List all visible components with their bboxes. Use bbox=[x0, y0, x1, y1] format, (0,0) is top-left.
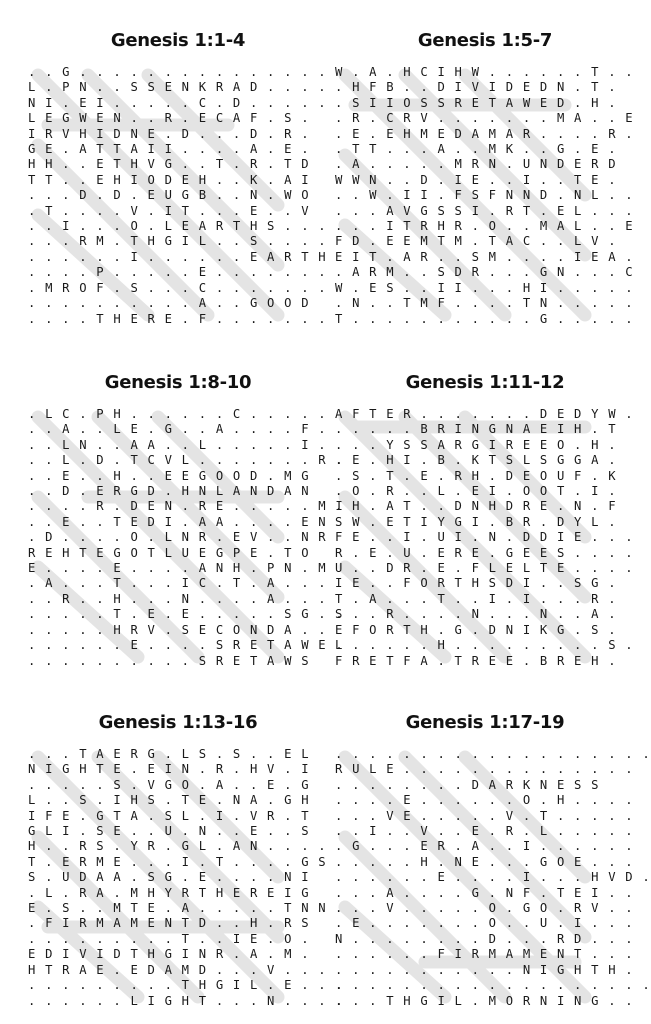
puzzle-title: Genesis 1:5-7 bbox=[417, 30, 553, 51]
grid-row: L . . S . I H S . T E . N A . G H bbox=[28, 793, 310, 808]
grid-row: . . . . . . . . . . . N I G H T H . bbox=[335, 962, 634, 977]
grid-row: . . R . . H . . . N . . . . A . . . bbox=[28, 591, 327, 606]
grid-row: T T . . E H I O D E H . . K . A I bbox=[28, 172, 310, 187]
grid-row: . . . . . . . . . . . . . . . . . . . bbox=[335, 747, 651, 761]
grid-row: . T T . . . A . . M K . . G . E . bbox=[335, 142, 617, 157]
grid-row: . . . . R . D E N . R E . . . . . M I bbox=[28, 499, 344, 514]
grid-row: . . W . I I . F S F N N D . N L . . bbox=[335, 188, 634, 203]
grid-rows bbox=[28, 65, 328, 327]
grid-row: U . . D R . E . F L E L T E . . . . bbox=[335, 561, 634, 576]
grid-rows bbox=[335, 65, 635, 327]
grid-row: . . . A V G S S I . R T . E L . . . bbox=[335, 203, 634, 218]
grid-row: R E H T E G O T L U E G P E . T O bbox=[28, 545, 310, 560]
grid-row: W . A . H C I H W . . . . . . T . . bbox=[335, 65, 634, 79]
grid-row: R . E . U . E R E . G E E S . . . . bbox=[335, 545, 634, 560]
grid-row: . A . . . T . . . I C . T . A . . . bbox=[28, 576, 327, 591]
letter-grid bbox=[335, 747, 651, 1009]
grid-row: A F T E R . . . . . . . D E D Y W . bbox=[335, 407, 634, 421]
grid-row: H T R A E . E D A M D . . . V . . . bbox=[28, 962, 327, 977]
letter-grid bbox=[28, 407, 344, 669]
grid-row: . . . . . . . . . . . . . . . . . . . bbox=[335, 978, 651, 993]
grid-row: L . . . . . H . . . . . . . . . S . bbox=[335, 638, 634, 653]
grid-row: . . . . . H R V . S E C O N D A . . bbox=[28, 622, 327, 637]
grid-row: L E G W E N . . R . E C A F . S . bbox=[28, 111, 310, 126]
grid-rows bbox=[28, 407, 344, 669]
grid-row: T . A . . . T . . I . I . . . R . bbox=[335, 591, 617, 606]
grid-row: I F E . G T A . S L . I . V R . T bbox=[28, 808, 310, 823]
grid-rows bbox=[335, 747, 651, 1009]
grid-row: R U L E . . . . . . . . . . . . . . bbox=[335, 762, 634, 777]
puzzle-title: Genesis 1:11-12 bbox=[405, 372, 565, 393]
grid-row: . . . . . . L I G H T . . . N . . . . bbox=[28, 993, 344, 1008]
grid-row: . . L . D . T C V L . . . . . . . R . bbox=[28, 453, 344, 468]
letter-grid bbox=[335, 65, 635, 327]
grid-row: . . . V . . . . . O . G O . R V . . bbox=[335, 901, 634, 916]
grid-row: . E . H I . B . K T S L S G G A . bbox=[335, 453, 617, 468]
grid-row: . . . . . T . E . E . . . . . S G . . bbox=[28, 607, 344, 622]
grid-row: . . . D . D . E U G B . . N . W O bbox=[28, 188, 310, 203]
grid-row: T . . . . . . . . . . . G . . . . . bbox=[335, 311, 634, 326]
grid-row: I R V H I D N E . D . . . D . R . bbox=[28, 126, 310, 141]
letter-grid bbox=[335, 407, 635, 669]
puzzle-genesis-1-17-19 bbox=[335, 712, 651, 1009]
grid-row: . A . . . . . M R N . U N D E R D bbox=[335, 157, 617, 172]
grid-row: S W . E T I Y G I . B R . D Y L . bbox=[335, 514, 617, 529]
grid-row: . . . . . . . . . . S R E T A W S bbox=[28, 653, 310, 668]
grid-row: S . U D A A . S G . E . . . . N I bbox=[28, 870, 310, 885]
grid-row: . . . V E . . . . . V . T . . . . . bbox=[335, 808, 634, 823]
puzzle-genesis-1-5-7 bbox=[335, 30, 635, 327]
puzzle-genesis-1-13-16 bbox=[28, 712, 344, 1009]
grid-row: W W N . . D . I E . . I . . T E . bbox=[335, 172, 617, 187]
grid-row: . L C . P H . . . . . . C . . . . . bbox=[28, 407, 327, 421]
grid-row: G L I . S E . . U . N . . E . . S bbox=[28, 824, 310, 839]
grid-row: I E . . F O R T H S D I . . S G . bbox=[335, 576, 617, 591]
grid-row: E . S . . M T E . A . . . . . T N N bbox=[28, 901, 327, 916]
grid-row: F E . . I . U I . N . D D I E . . . bbox=[335, 530, 634, 545]
grid-row: . . . . . . I . . . . . . E A R T H bbox=[28, 249, 327, 264]
grid-row: . S I I O S S R E T A W E D . H . bbox=[335, 95, 617, 110]
grid-row: N I . E I . . . . . C . D . . . . . bbox=[28, 95, 327, 110]
grid-row: . . . . E . . . . . . O . H . . . . bbox=[335, 793, 634, 808]
grid-row: . . L N . . A A . . L . . . . . I . bbox=[28, 437, 327, 452]
grid-row: . . . . . B R I N G N A E I H . T bbox=[335, 422, 617, 437]
grid-row: . . . I T R H R . O . . M A L . . E bbox=[335, 219, 634, 234]
grid-row: . D . . . . O . L N R . E V . . N R bbox=[28, 530, 327, 545]
grid-row: E I T . A R . . S M . . . . I E A . bbox=[335, 249, 634, 264]
grid-row: . . . T H G I L . M O R N I N G . . bbox=[335, 993, 634, 1008]
grid-row: . H F B . . D I V I D E D N . T . bbox=[335, 80, 617, 95]
grid-row: . . . T A E R G . L S . S . . E L bbox=[28, 747, 310, 761]
grid-row: . . . . . . . . D A R K N E S S bbox=[335, 777, 600, 792]
grid-row: T . E R M E . . . I . T . . . . G S bbox=[28, 854, 327, 869]
grid-row: . . . A . . . . G . N F . T E I . . bbox=[335, 885, 634, 900]
grid-row: . . . Y S S A R G I R E E O . H . bbox=[335, 437, 617, 452]
grid-row: H H . . E T H V G . . T . R . T D bbox=[28, 157, 310, 172]
grid-row: . H . A T . . D N H D R E . N . F bbox=[335, 499, 617, 514]
grid-row: . . . . . . . . . T . . I E . O . bbox=[28, 931, 310, 946]
grid-row: . . I . . V . . E . R . L . . . . . bbox=[335, 824, 634, 839]
puzzle-title: Genesis 1:1-4 bbox=[110, 30, 246, 51]
letter-grid bbox=[28, 747, 344, 1009]
grid-row: F R E T F A . T R E E . B R E H . bbox=[335, 653, 617, 668]
grid-row: . M R O F . S . . . C . . . . . . . bbox=[28, 280, 327, 295]
grid-row: L . P N . . S S E N K R A D . . . . bbox=[28, 80, 327, 95]
puzzle-genesis-1-8-10 bbox=[28, 372, 344, 669]
grid-row: W . E S . . I I . . . H I . . . . . bbox=[335, 280, 634, 295]
grid-row: . A R M . . S D R . . . G N . . . C bbox=[335, 265, 634, 280]
grid-row: N I G H T E . E I N . R . H V . I bbox=[28, 762, 310, 777]
puzzle-title: Genesis 1:13-16 bbox=[98, 712, 258, 733]
grid-row: . R . C R V . . . . . . . M A . . E bbox=[335, 111, 634, 126]
grid-row: . F I R M A M E N T D . . H . R S bbox=[28, 916, 310, 931]
letter-grid bbox=[28, 65, 328, 327]
grid-row: E F O R T H . G . D N I K G . S . bbox=[335, 622, 617, 637]
grid-row: G E . A T T A I I . . . . A . E . bbox=[28, 142, 310, 157]
grid-row: . . . . . H . N E . . . G O E . . . bbox=[335, 854, 634, 869]
grid-row: . . . R M . T H G I L . . S . . . . bbox=[28, 234, 327, 249]
puzzle-genesis-1-1-4 bbox=[28, 30, 328, 327]
grid-row: . . . . . . E . . . . I . . . H V D . bbox=[335, 870, 651, 885]
grid-row: . . . . . . F I R M A M E N T . . . bbox=[335, 947, 634, 962]
grid-row: . . . . P . . . . . E . . . . . . . bbox=[28, 265, 327, 280]
grid-row: . T . . . . V . I T . . . E . . V bbox=[28, 203, 310, 218]
grid-row: . G . . . E R . A . . I . . . . . . bbox=[335, 839, 634, 854]
grid-row: . . . . . . . . . T H G I L . E . . . bbox=[28, 978, 344, 993]
grid-row: . . D . E R G D . H N L A N D A N bbox=[28, 484, 310, 499]
grid-row: . N . . T M F . . . . T N . . . . . bbox=[335, 296, 634, 311]
grid-row: . E . E H M E D A M A R . . . . R . bbox=[335, 126, 634, 141]
puzzle-title: Genesis 1:17-19 bbox=[405, 712, 565, 733]
grid-rows bbox=[335, 407, 635, 669]
grid-row: . L . R A . M H Y R T H E R E I G bbox=[28, 885, 310, 900]
grid-row: . E . . . . . . . O . . U . I . . . bbox=[335, 916, 634, 931]
grid-row: . . I . . . O . L E A R T H S . . . bbox=[28, 219, 327, 234]
grid-row: . S . T . E . R H . D E O U F . K bbox=[335, 468, 617, 483]
grid-row: S . . R . . . . N . . . N . . A . bbox=[335, 607, 617, 622]
grid-row: F D . E E M T M . T A C . . L V . bbox=[335, 234, 617, 249]
grid-row: E D I V I D T H G I N R . A . M . bbox=[28, 947, 310, 962]
grid-row: E . . . . E . . . . A N H . P N . M bbox=[28, 561, 327, 576]
grid-row: . . G . . . . . . . . . . . . . . . bbox=[28, 65, 327, 79]
grid-row: . . E . . H . . E E G O O D . M G bbox=[28, 468, 310, 483]
grid-row: . . . . . S . V G O . A . . E . G bbox=[28, 777, 310, 792]
grid-row: . . E . . T E D I . A A . . . . E N bbox=[28, 514, 327, 529]
grid-row: . . . . . . . . . . A . . G O O D bbox=[28, 296, 310, 311]
grid-rows bbox=[28, 747, 344, 1009]
grid-row: . . A . . L E . G . . A . . . . F . bbox=[28, 422, 327, 437]
grid-row: . . . . T H E R E . F . . . . . . . bbox=[28, 311, 327, 326]
grid-row: N . . . . . . . . D . . . R D . . . bbox=[335, 931, 634, 946]
grid-row: H . . R S . Y R . G L . A N . . . . bbox=[28, 839, 327, 854]
grid-row: . O . R . . L . E I . O O T . I . bbox=[335, 484, 617, 499]
puzzle-genesis-1-11-12 bbox=[335, 372, 635, 669]
grid-row: . . . . . . E . . . . S R E T A W E . bbox=[28, 638, 344, 653]
puzzle-title: Genesis 1:8-10 bbox=[104, 372, 252, 393]
